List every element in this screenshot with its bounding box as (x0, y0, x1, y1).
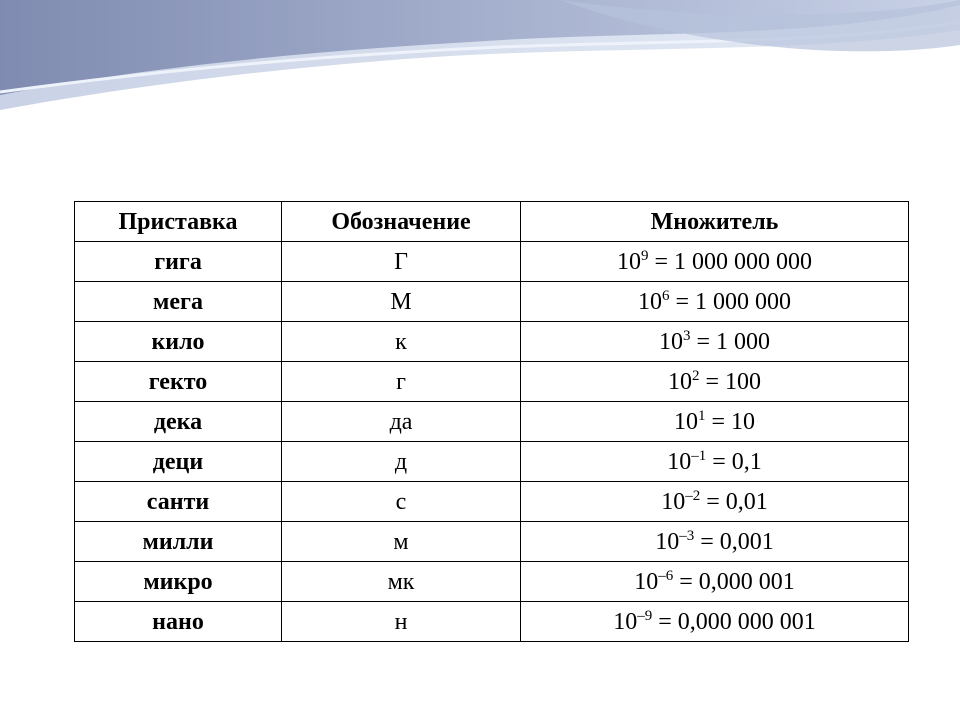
multiplier-cell (521, 602, 909, 642)
base-text: 10 (613, 608, 638, 635)
value-text: = 0,01 (706, 488, 768, 515)
value-text: = 10 (711, 408, 756, 435)
symbol-cell: н (282, 602, 521, 642)
symbol-cell: М (282, 282, 521, 322)
table-row (75, 482, 909, 522)
prefix-cell: санти (75, 482, 282, 522)
header-prefix: Приставка (75, 202, 282, 242)
base-text: 10 (667, 368, 692, 395)
base-text: 10 (616, 248, 641, 275)
symbol-cell: м (282, 522, 521, 562)
decorative-header-waves (0, 0, 960, 130)
multiplier-cell (521, 522, 909, 562)
base-text: 10 (658, 328, 683, 355)
exponent-text: –2 (685, 487, 701, 504)
header-symbol: Обозначение (282, 202, 521, 242)
exponent-text: 9 (640, 247, 649, 264)
table-row (75, 602, 909, 642)
table-row (75, 362, 909, 402)
exponent-text: 3 (682, 327, 691, 344)
table-row (75, 522, 909, 562)
prefix-cell: мега (75, 282, 282, 322)
multiplier-cell (521, 282, 909, 322)
exponent-text: 2 (691, 367, 700, 384)
table-row (75, 322, 909, 362)
exponent-text: –9 (637, 607, 653, 624)
table-row (75, 442, 909, 482)
base-text: 10 (667, 448, 692, 475)
table-row (75, 402, 909, 442)
exponent-text: –3 (679, 527, 695, 544)
value-text: = 1 000 (696, 328, 771, 355)
value-text: = 100 (705, 368, 762, 395)
si-prefixes-table (74, 201, 909, 642)
multiplier-cell (521, 322, 909, 362)
base-text: 10 (637, 288, 662, 315)
value-text: = 0,000 001 (679, 568, 795, 595)
value-text: = 0,1 (712, 448, 762, 475)
symbol-cell: мк (282, 562, 521, 602)
exponent-text: 6 (661, 287, 670, 304)
prefix-cell: микро (75, 562, 282, 602)
base-text: 10 (661, 488, 686, 515)
table-row (75, 562, 909, 602)
symbol-cell: д (282, 442, 521, 482)
symbol-cell: Г (282, 242, 521, 282)
prefix-cell: деци (75, 442, 282, 482)
value-text: = 0,001 (700, 528, 774, 555)
symbol-cell: г (282, 362, 521, 402)
base-text: 10 (673, 408, 698, 435)
table-row (75, 282, 909, 322)
value-text: = 1 000 000 000 (654, 248, 813, 275)
base-text: 10 (634, 568, 659, 595)
value-text: = 1 000 000 (675, 288, 792, 315)
symbol-cell: с (282, 482, 521, 522)
prefix-cell: дека (75, 402, 282, 442)
multiplier-cell (521, 442, 909, 482)
base-text: 10 (655, 528, 680, 555)
header-multiplier: Множитель (521, 202, 909, 242)
multiplier-cell (521, 362, 909, 402)
multiplier-cell (521, 562, 909, 602)
prefix-cell: гекто (75, 362, 282, 402)
exponent-text: –6 (658, 567, 674, 584)
prefix-cell: кило (75, 322, 282, 362)
multiplier-cell (521, 242, 909, 282)
value-text: = 0,000 000 001 (658, 608, 816, 635)
exponent-text: 1 (697, 407, 706, 424)
table-row (75, 242, 909, 282)
prefix-cell: милли (75, 522, 282, 562)
prefix-cell: нано (75, 602, 282, 642)
exponent-text: –1 (691, 447, 707, 464)
symbol-cell: да (282, 402, 521, 442)
multiplier-cell (521, 402, 909, 442)
multiplier-cell (521, 482, 909, 522)
table-header-row (75, 202, 909, 242)
prefix-cell: гига (75, 242, 282, 282)
symbol-cell: к (282, 322, 521, 362)
